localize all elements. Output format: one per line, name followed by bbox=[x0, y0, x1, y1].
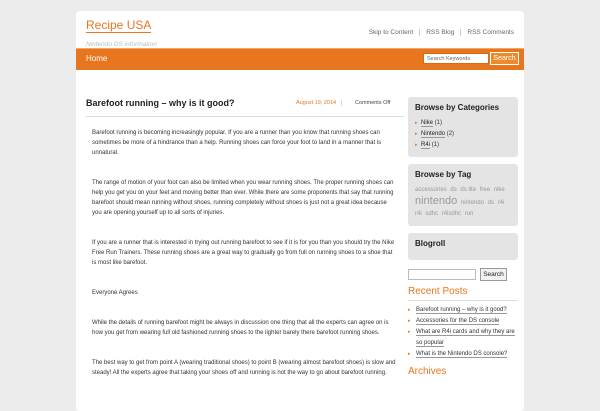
search-button[interactable]: Search bbox=[490, 52, 519, 65]
nav-home-link[interactable]: Home bbox=[86, 54, 108, 63]
tag-cloud bbox=[415, 185, 511, 220]
list-item bbox=[408, 349, 518, 360]
post-paragraph: If you are a runner that is interested in trying out running barefoot to see if it is for you than you should try the Nike Free Run Trainers. These running shoes are a great way to gradually go from full on running shoes to a shoe that is most like barefoot. bbox=[92, 240, 395, 266]
recent-posts-title: Recent Posts bbox=[408, 286, 518, 301]
post-date: August 19, 2014 bbox=[296, 100, 342, 106]
category-item bbox=[415, 118, 511, 129]
post-paragraph: While the details of running barefoot might be always in discussion one thing that all the experts can agree on is how you get from wearing full old fashioned running shoes to the lighter barely there barefoot running shoes. bbox=[92, 320, 389, 336]
tag-link[interactable]: r4i bbox=[415, 211, 422, 217]
site-title-link[interactable]: Recipe USA bbox=[86, 18, 152, 32]
post-paragraph: The best way to get from point A (wearing traditional shoes) to point B (wearing almost barefoot shoes) is slow and steady! All the experts agree that taking your shoes off and running is not the way to go about barefoot running. bbox=[92, 360, 396, 376]
tag-link[interactable]: ds lite bbox=[460, 187, 477, 193]
categories-widget bbox=[408, 97, 518, 157]
skip-to-content-link[interactable]: Skip to Content bbox=[368, 29, 414, 36]
category-count: (1) bbox=[434, 120, 443, 126]
site-header bbox=[76, 11, 524, 48]
list-item bbox=[408, 316, 518, 327]
category-link-nike[interactable]: Nike bbox=[421, 120, 434, 126]
recent-post-link[interactable]: Accessories for the DS console bbox=[416, 318, 500, 324]
sidebar-search-button[interactable]: Search bbox=[480, 268, 507, 281]
tags-title: Browse by Tag bbox=[415, 170, 472, 179]
categories-title: Browse by Categories bbox=[415, 103, 500, 112]
page-container bbox=[76, 11, 524, 411]
post-title-link[interactable]: Barefoot running – why is it good? bbox=[86, 98, 235, 108]
post-body bbox=[92, 128, 398, 398]
tag-link[interactable]: sdhc bbox=[425, 211, 439, 217]
post-comments-status: Comments Off bbox=[355, 100, 391, 106]
category-count: (1) bbox=[431, 142, 440, 148]
rss-blog-link[interactable]: RSS Blog bbox=[419, 29, 460, 36]
tag-link[interactable]: ds bbox=[450, 187, 457, 193]
tag-link[interactable]: run bbox=[464, 211, 474, 217]
search-input[interactable]: Search Keywords bbox=[423, 53, 489, 64]
tag-link[interactable]: nike bbox=[493, 187, 505, 193]
tag-link[interactable]: ds bbox=[487, 200, 494, 206]
category-item bbox=[415, 129, 511, 140]
category-item bbox=[415, 140, 511, 151]
recent-posts-list bbox=[408, 305, 518, 360]
tag-link[interactable]: accessories bbox=[415, 187, 447, 193]
recent-post-link[interactable]: What is the Nintendo DS console? bbox=[416, 351, 508, 357]
list-item bbox=[408, 305, 518, 316]
tag-link[interactable]: r4isdhc bbox=[441, 211, 462, 217]
site-description: Nintendo DS information bbox=[86, 41, 157, 48]
nav-bar bbox=[76, 48, 524, 70]
recent-post-link[interactable]: Barefoot running – why is it good? bbox=[416, 307, 507, 313]
recent-post-link[interactable]: What are R4i cards and why they are so popular bbox=[416, 329, 515, 346]
category-link-r4i[interactable]: R4i bbox=[421, 142, 431, 148]
tags-widget bbox=[408, 164, 518, 226]
category-link-nintendo[interactable]: Nintendo bbox=[421, 131, 446, 137]
categories-list bbox=[415, 118, 511, 151]
blogroll-title: Blogroll bbox=[415, 239, 446, 248]
blogroll-widget bbox=[408, 233, 518, 260]
sidebar-search bbox=[408, 268, 518, 282]
post-paragraph: The range of motion of your foot can also be limited when you wear running shoes. The proper running shoes can help you get you on your feet and moving better than ever. While there are some proponents that say that running barefoot should mean running without shoes, running completely without shoes is just not a great idea because you are opening yourself up to all sorts of injuries. bbox=[92, 180, 394, 216]
rss-comments-link[interactable]: RSS Comments bbox=[460, 29, 520, 36]
post-paragraph: Barefoot running is becoming increasingly popular. If you are a runner than you know that running shoes can sometimes be more of a hindrance than a help. Running shoes can force your foot to land in a manner that is unnatural. bbox=[92, 130, 382, 156]
tag-link[interactable]: r4i bbox=[497, 200, 505, 206]
top-links bbox=[363, 29, 520, 36]
recent-posts-widget bbox=[408, 286, 518, 377]
tag-link[interactable]: nintendo bbox=[460, 200, 484, 206]
tag-link[interactable]: nintendo bbox=[415, 195, 458, 207]
tag-link[interactable]: free bbox=[479, 187, 491, 193]
post-header bbox=[86, 97, 404, 117]
list-item bbox=[408, 327, 518, 349]
sidebar-search-input[interactable] bbox=[408, 269, 476, 280]
post-paragraph: Everyone Agrees bbox=[92, 290, 138, 296]
sidebar bbox=[408, 97, 518, 377]
main-content bbox=[86, 97, 404, 117]
archives-title: Archives bbox=[408, 366, 447, 377]
category-count: (2) bbox=[446, 131, 455, 137]
